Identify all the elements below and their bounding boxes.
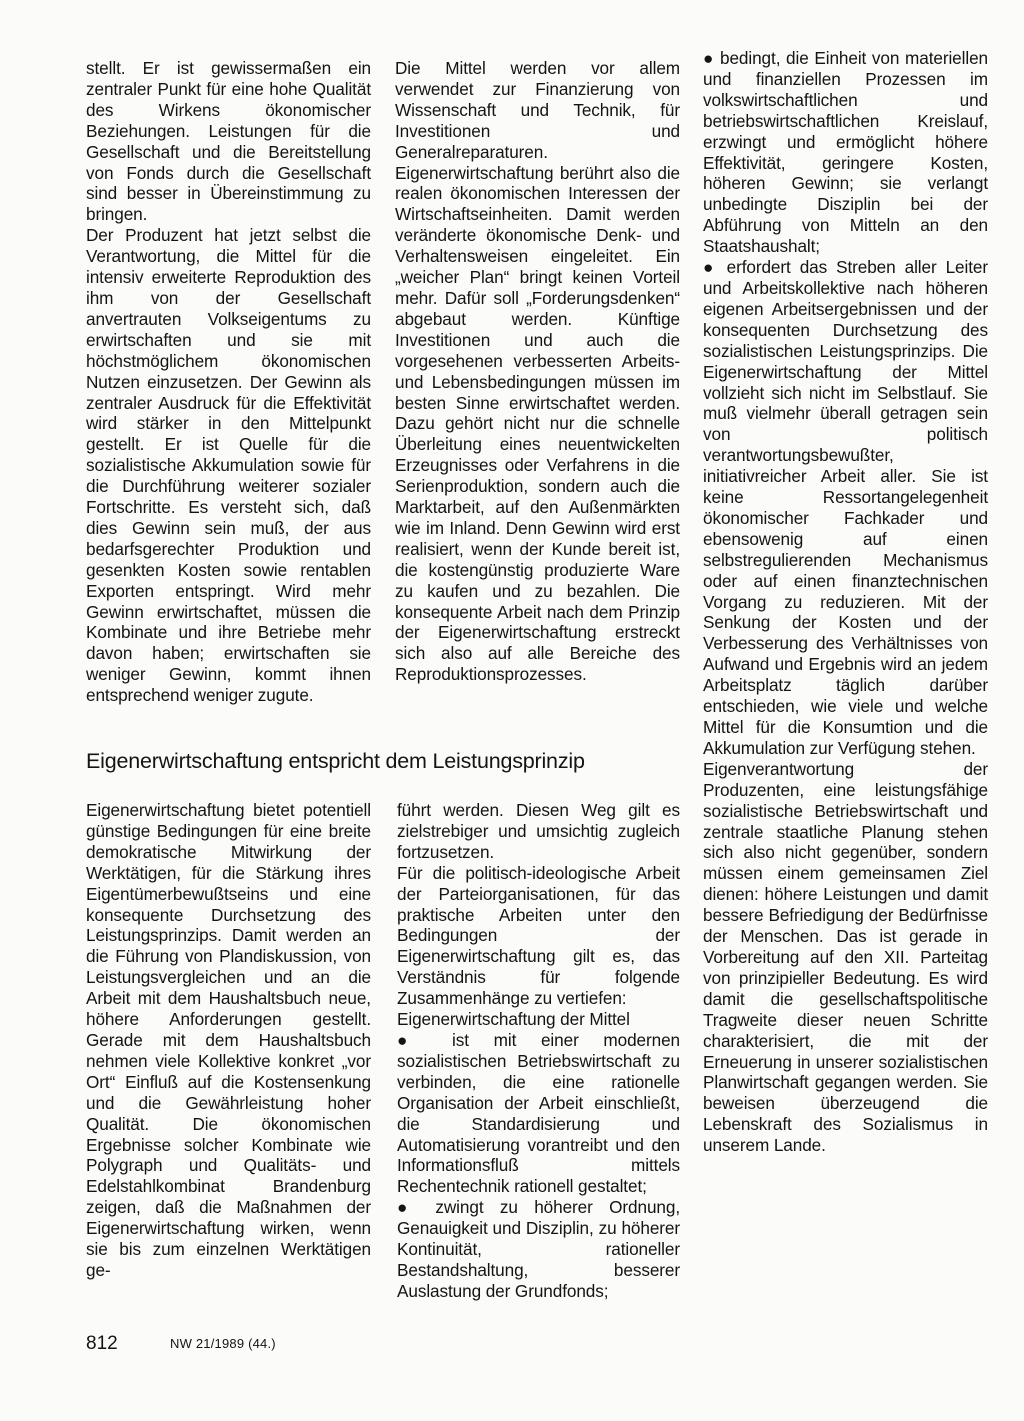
column-middle-top: [395, 58, 680, 685]
paragraph: führt werden. Diesen Weg gilt es zielstrebiger und umsichtig zugleich fortzusetzen.: [397, 800, 680, 862]
column-middle-bottom: [397, 800, 680, 1302]
paragraph: Für die politisch-ideologische Arbeit der Parteiorganisationen, für das praktische Arbeiten unter den Bedingungen der Eigenerwirtschaftung gilt es, das Verständnis für folgende Zusammenhänge zu vertiefen:: [397, 862, 680, 1009]
paragraph: stellt. Er ist gewissermaßen ein zentraler Punkt für eine hohe Qualität des Wirkens ökonomischer Beziehungen. Leistungen für die Gesellschaft und die Bereitstellung von Fonds durch die Gesellschaft sind besser in Übereinstimmung zu bringen.: [86, 58, 371, 225]
section-headline: Eigenerwirtschaftung entspricht dem Leistungsprinzip: [86, 749, 585, 773]
bullet-item: ● bedingt, die Einheit von materiellen und finanziellen Prozessen im volkswirtschaftlichen und betriebswirtschaftlichen Kreislauf, erzwingt und ermöglicht höhere Effektivität, geringere Kosten, höheren Gewinn; sie verlangt unbedingte Disziplin bei der Abführung von Mitteln an den Staatshaushalt;: [703, 48, 988, 257]
page-number: 812: [86, 1333, 118, 1354]
bullet-item: ● ist mit einer modernen sozialistischen Betriebswirtschaft zu verbinden, die eine rationelle Organisation der Arbeit einschließt, die Standardisierung und Automatisierung vorantreibt und den Informationsfluß mittels Rechentechnik rationell gestaltet;: [397, 1030, 680, 1197]
paragraph: Der Produzent hat jetzt selbst die Verantwortung, die Mittel für die intensiv erweiterte Reproduktion des ihm von der Gesellschaft anvertrauten Volkseigentums zu erwirtschaften und sie mit höchstmöglichem ökonomischen Nutzen einzusetzen. Der Gewinn als zentraler Ausdruck für die Effektivität wird stärker in den Mittelpunkt gestellt. Er ist Quelle für die sozialistische Akkumulation sowie für die Durchführung weiterer sozialer Fortschritte. Es versteht sich, daß dies Gewinn sein muß, der aus bedarfsgerechter Produktion und gesenkten Kosten sowie rentablen Exporten entspringt. Wird mehr Gewinn erwirtschaftet, müssen die Kombinate und ihre Betriebe mehr davon haben; erwirtschaften sie weniger Gewinn, kommt ihnen entsprechend weniger zugute.: [86, 225, 371, 706]
column-right: [703, 48, 988, 1156]
bullet-item: ● erfordert das Streben aller Leiter und Arbeitskollektive nach höheren eigenen Arbeitsergebnissen und der konsequenten Durchsetzung des sozialistischen Leistungsprinzips. Die Eigenerwirtschaftung der Mittel vollzieht sich nicht im Selbstlauf. Sie muß vielmehr überall getragen sein von politisch verantwortungsbewußter, initiativreicher Arbeit aller. Sie ist keine Ressortangelegenheit ökonomischer Fachkader und ebensowenig auf einen selbstregulierenden Mechanismus oder auf einen finanztechnischen Vorgang zu reduzieren. Mit der Senkung der Kosten und der Verbesserung des Verhältnisses von Aufwand und Ergebnis wird an jedem Arbeitsplatz täglich darüber entschieden, wie viele und welche Mittel für die Konsumtion und die Akkumulation zur Verfügung stehen.: [703, 257, 988, 759]
paragraph: Die Mittel werden vor allem verwendet zur Finanzierung von Wissenschaft und Technik, für Investitionen und Generalreparaturen. Eigenerwirtschaftung berührt also die realen ökonomischen Interessen der Wirtschaftseinheiten. Damit werden veränderte ökonomische Denk- und Verhaltensweisen eingeleitet. Ein „weicher Plan“ bringt keinen Vorteil mehr. Dafür soll „Forderungsdenken“ abgebaut werden. Künftige Investitionen und auch die vorgesehenen verbesserten Arbeits- und Lebensbedingungen müssen im besten Sinne erwirtschaftet werden. Dazu gehört nicht nur die schnelle Überleitung eines neuentwickelten Erzeugnisses oder Verfahrens in die Serienproduktion, sondern auch die Marktarbeit, auf den Außenmärkten wie im Inland. Denn Gewinn wird erst realisiert, wenn der Kunde bereit ist, die kostengünstig produzierte Ware zu kaufen und zu bezahlen. Die konsequente Arbeit nach dem Prinzip der Eigenerwirtschaftung erstreckt sich also auf alle Bereiche des Reproduktionsprozesses.: [395, 58, 680, 685]
issue-reference: NW 21/1989 (44.): [170, 1336, 276, 1351]
subheading: Eigenerwirtschaftung der Mittel: [397, 1009, 630, 1030]
column-left-bottom: [86, 800, 371, 1281]
paragraph: Eigenverantwortung der Produzenten, eine leistungsfähige sozialistische Betriebswirtschaft und zentrale staatliche Planung stehen sich also nicht gegenüber, sondern müssen einem gemeinsamen Ziel dienen: höhere Leistungen und damit bessere Befriedigung der Bedürfnisse der Menschen. Das ist gerade in Vorbereitung auf den XII. Parteitag von prinzipieller Bedeutung. Es wird damit die gesellschaftspolitische Tragweite dieser neuen Schritte charakterisiert, die mit der Erneuerung in unserer sozialistischen Planwirtschaft gegangen werden. Sie beweisen überzeugend die Lebenskraft des Sozialismus in unserem Lande.: [703, 758, 988, 1156]
paragraph: Eigenerwirtschaftung bietet potentiell günstige Bedingungen für eine breite demokratische Mitwirkung der Werktätigen, für die Stärkung ihres Eigentümerbewußtseins und eine konsequente Durchsetzung des Leistungsprinzips. Damit werden an die Führung von Plandiskussion, von Leistungsvergleichen und an die Arbeit mit dem Haushaltsbuch neue, höhere Anforderungen gestellt. Gerade mit dem Haushaltsbuch nehmen viele Kollektive konkret „vor Ort“ Einfluß auf die Kostensenkung und die Gewährleistung hoher Qualität. Die ökonomischen Ergebnisse solcher Kombinate wie Polygraph und Qualitäts- und Edelstahlkombinat Brandenburg zeigen, daß die Maßnahmen der Eigenerwirtschaftung wirken, wenn sie bis zum einzelnen Werktätigen ge-: [86, 800, 371, 1280]
column-left-top: [86, 58, 371, 706]
bullet-item: ● zwingt zu höherer Ordnung, Genauigkeit und Disziplin, zu höherer Kontinuität, rationeller Bestandshaltung, besserer Auslastung der Grundfonds;: [397, 1197, 680, 1302]
